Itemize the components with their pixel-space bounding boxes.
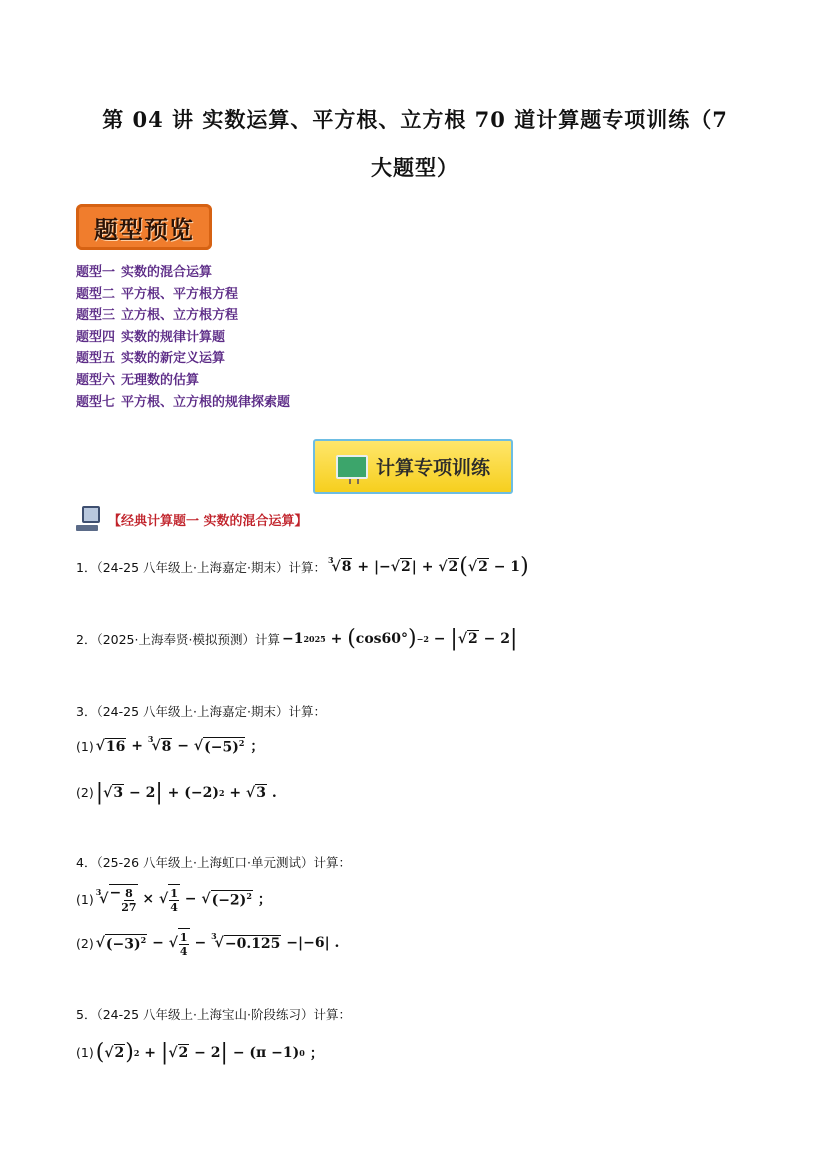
toc-text: 实数的混合运算 xyxy=(121,265,213,280)
question-lead: 4．（25-26 八年级上·上海虹口·单元测试）计算： xyxy=(76,855,351,870)
part-label: (2) xyxy=(76,935,94,951)
toc-item xyxy=(76,348,290,370)
preview-badge xyxy=(76,204,212,250)
part-label: (1) xyxy=(76,1045,94,1060)
toc-num: 题型一 xyxy=(76,265,116,280)
question-lead: 1．（24-25 八年级上·上海嘉定·期末）计算： xyxy=(76,559,326,575)
question-4-part-2: (2) √ $(-3)^2$ − √ $\frac{1}{4}$ − 3 √ −0.125 −|−6| . xyxy=(76,928,339,958)
question-lead: 2．（2025·上海奉贤·模拟预测）计算 xyxy=(76,631,280,647)
question-lead: 5．（24-25 八年级上·上海宝山·阶段练习）计算： xyxy=(76,1007,351,1022)
question-3-part-1: (1) √ 16 + 3 √ 8 − √ $(-5)^2$ ； xyxy=(76,734,265,756)
question-2-math: −1 2025 + ( cos60° ) −2 − | √ 2 − 2 | xyxy=(281,626,518,651)
section-heading xyxy=(76,506,308,532)
question-3-part-2: (2) | √ 3 − 2 | + (−2) 2 + √ 3 . xyxy=(76,780,277,805)
toc-num: 题型五 xyxy=(76,351,116,367)
question-3 xyxy=(76,702,326,720)
computer-icon xyxy=(76,506,102,532)
toc-text: 实数的规律计算题 xyxy=(121,329,226,345)
question-5 xyxy=(76,1005,351,1023)
training-badge xyxy=(313,439,513,494)
question-4 xyxy=(76,853,351,871)
part-label: (1) xyxy=(76,891,94,907)
question-2 xyxy=(76,626,517,651)
toc-text: 平方根、立方根的规律探索题 xyxy=(121,394,291,410)
toc-item xyxy=(76,392,290,414)
page-title xyxy=(70,96,760,192)
title-line-1: 第 04 讲 实数运算、平方根、立方根 70 道计算题专项训练（7 xyxy=(102,107,728,132)
toc-num: 题型四 xyxy=(76,329,116,345)
preview-badge-label: 题型预览 xyxy=(94,215,194,244)
question-4-part-1: (1) 3 √ − $\frac{8}{27}$ × √ $\frac{1}{4}$ − √ $(-2)^2$ ； xyxy=(76,885,272,914)
blackboard-icon xyxy=(336,455,368,479)
toc-item xyxy=(76,370,290,392)
toc-num: 题型七 xyxy=(76,394,116,410)
toc-text: 立方根、立方根方程 xyxy=(121,308,239,324)
toc-num: 题型二 xyxy=(76,286,116,302)
section-heading-label: 【经典计算题一 实数的混合运算】 xyxy=(108,513,308,529)
toc-item xyxy=(76,284,290,306)
question-1-math: 3 √ 8 + |−√ 2 | + √ 2 ( √ 2 − 1 ) xyxy=(327,554,529,579)
part-label: (2) xyxy=(76,785,94,800)
question-1 xyxy=(76,554,529,579)
title-line-2: 大题型） xyxy=(371,155,459,180)
question-lead: 3．（24-25 八年级上·上海嘉定·期末）计算： xyxy=(76,704,326,719)
toc-text: 平方根、平方根方程 xyxy=(121,286,239,302)
question-5-part-1: (1) ( √ 2 ) 2 + | √ 2 − 2 | − (π −1) 0 ； xyxy=(76,1040,324,1065)
training-badge-label: 计算专项训练 xyxy=(375,457,490,479)
toc-item xyxy=(76,327,290,349)
toc-num: 题型三 xyxy=(76,308,116,324)
toc-text: 无理数的估算 xyxy=(121,372,200,388)
question-type-list xyxy=(76,262,290,413)
toc-text: 实数的新定义运算 xyxy=(121,351,226,367)
part-label: (1) xyxy=(76,738,94,754)
toc-item xyxy=(76,262,290,284)
toc-item xyxy=(76,305,290,327)
toc-num: 题型六 xyxy=(76,372,116,388)
